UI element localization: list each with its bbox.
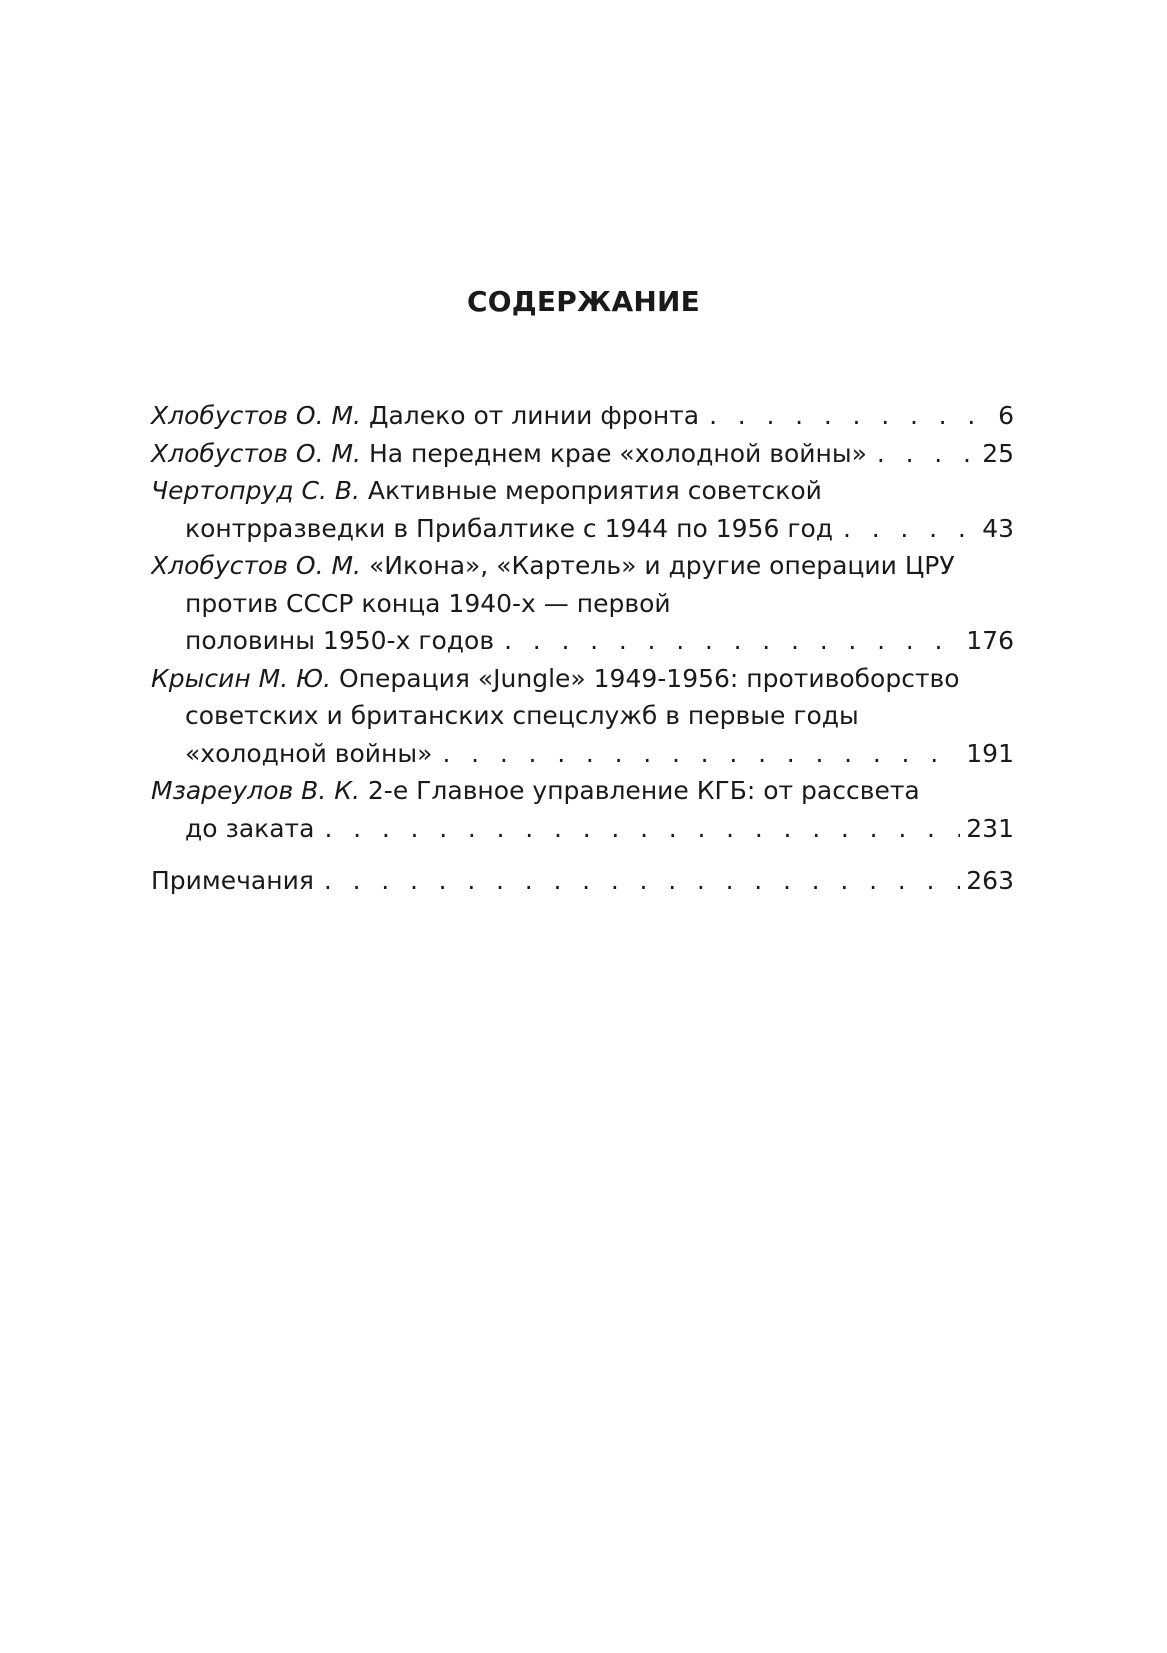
dot-leader — [324, 810, 960, 848]
toc-entry-author: Хлобустов О. М. — [151, 438, 361, 468]
dot-leader — [324, 862, 960, 900]
toc-entry-title-continued: половины 1950-х годов — [185, 626, 495, 655]
toc-entry[interactable] — [151, 660, 1014, 773]
toc-entry-title: Операция «Jungle» 1949-1956: противоборство — [339, 663, 960, 693]
toc-entry-line — [151, 510, 1014, 548]
toc-entry-line — [151, 397, 1014, 435]
toc-entry-title: 2-е Главное управление КГБ: от рассвета — [367, 776, 920, 805]
toc-entry-line — [151, 435, 1014, 473]
toc-entry-author: Мзареулов В. К. — [151, 776, 360, 805]
toc-entry-title: «Икона», «Картель» и другие операции ЦРУ — [368, 551, 955, 580]
toc-entry-title-continued: до заката — [185, 813, 315, 843]
toc-entry-author: Чертопруд С. В. — [151, 476, 360, 505]
dot-leader — [442, 735, 960, 773]
dot-leader — [709, 397, 992, 435]
toc-entry-title: Далеко от линии фронта — [368, 401, 700, 430]
toc-entry-page-number: 25 — [982, 438, 1014, 468]
toc-entry-notes[interactable] — [151, 862, 1014, 900]
toc-entry[interactable] — [151, 435, 1014, 473]
toc-entry-title-continued: «холодной войны» — [185, 738, 433, 768]
toc-entry[interactable] — [151, 472, 1014, 547]
dot-leader — [877, 435, 976, 473]
toc-entry-line — [151, 547, 1014, 585]
dot-leader — [843, 510, 976, 548]
toc-entry[interactable] — [151, 547, 1014, 660]
toc-entry-page-number: 6 — [998, 401, 1014, 430]
toc-entry-line — [151, 472, 1014, 510]
toc-entry[interactable] — [151, 772, 1014, 847]
toc-entry-title-continued: советских и британских спецслужб в первые годы — [185, 701, 859, 730]
toc-entry-line — [151, 660, 1014, 698]
toc-entry-line — [151, 622, 1014, 660]
toc-entry-page-number: 176 — [966, 626, 1014, 655]
toc-entry-author: Хлобустов О. М. — [151, 401, 361, 430]
page-title: СОДЕРЖАНИЕ — [467, 285, 700, 318]
toc-entry-title-continued: контрразведки в Прибалтике с 1944 по 1956 год — [185, 513, 834, 543]
toc-entry-page-number: 191 — [966, 738, 1014, 768]
toc-entry-author: Крысин М. Ю. — [151, 663, 332, 693]
toc-entry-page-number: 263 — [966, 866, 1014, 895]
toc-entry-title: На переднем крае «холодной войны» — [368, 438, 867, 468]
toc-entry[interactable] — [151, 397, 1014, 435]
toc-entry-title-continued: против СССР конца 1940-х — первой — [185, 588, 671, 618]
toc-entry-line — [151, 810, 1014, 848]
toc-entry-author: Хлобустов О. М. — [151, 551, 361, 580]
dot-leader — [504, 622, 960, 660]
toc-entry-line — [151, 772, 1014, 810]
toc-entry-line — [151, 735, 1014, 773]
toc-entry-title: Примечания — [151, 866, 314, 895]
toc-entry-title: Активные мероприятия советской — [367, 476, 822, 505]
toc-entry-page-number: 231 — [966, 813, 1014, 843]
toc-entry-line — [151, 862, 1014, 900]
toc-entry-page-number: 43 — [982, 513, 1014, 543]
table-of-contents — [151, 397, 1014, 900]
